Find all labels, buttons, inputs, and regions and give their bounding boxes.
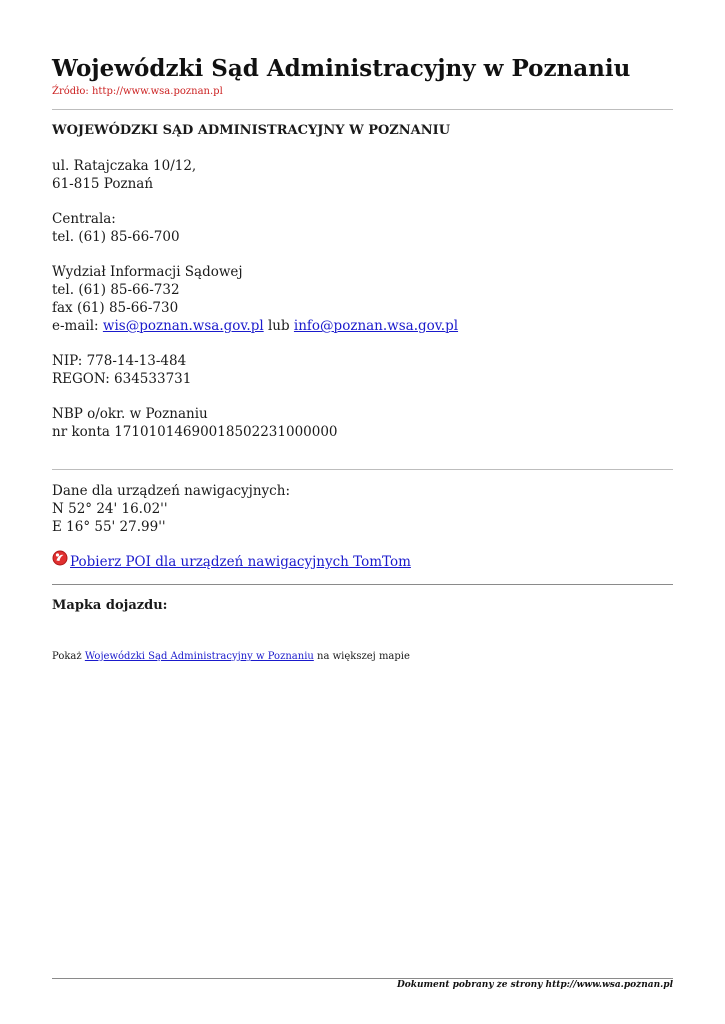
- larger-map-link[interactable]: Wojewódzki Sąd Administracyjny w Poznaniu: [84, 651, 314, 662]
- page-title: Wojewódzki Sąd Administracyjny w Poznaniu: [52, 55, 631, 82]
- source-line: Źródło: http://www.wsa.poznan.pl: [52, 86, 223, 97]
- footer-divider: [52, 978, 673, 979]
- bank-block: [52, 405, 338, 441]
- address-street: ul. Ratajczaka 10/12,: [52, 158, 197, 174]
- footer-note: Dokument pobrany ze strony http://www.wsa.poznan.pl: [396, 980, 673, 990]
- divider: [52, 109, 673, 110]
- email-line: [52, 317, 458, 335]
- department-block: [52, 263, 458, 335]
- divider: [52, 584, 673, 585]
- bank-name: NBP o/okr. w Poznaniu: [52, 406, 208, 422]
- regon-number: REGON: 634533731: [52, 371, 192, 387]
- bank-account: nr konta 17101014690018502231000000: [52, 424, 338, 440]
- address-postal: 61-815 Poznań: [52, 176, 154, 192]
- email-link-wis[interactable]: wis@poznan.wsa.gov.pl: [102, 318, 264, 334]
- department-name: Wydział Informacji Sądowej: [52, 264, 243, 280]
- email-prefix: e-mail:: [52, 318, 99, 334]
- poi-download-link[interactable]: Pobierz POI dla urządzeń nawigacyjnych TomTom: [70, 554, 411, 570]
- divider: [52, 469, 673, 470]
- latitude: N 52° 24' 16.02'': [52, 501, 168, 517]
- map-heading: Mapka dojazdu:: [52, 598, 168, 613]
- department-fax: fax (61) 85-66-730: [52, 300, 179, 316]
- email-link-info[interactable]: info@poznan.wsa.gov.pl: [293, 318, 459, 334]
- pdf-icon: [52, 550, 68, 566]
- department-phone: tel. (61) 85-66-732: [52, 282, 180, 298]
- longitude: E 16° 55' 27.99'': [52, 519, 166, 535]
- poi-download-row: [52, 553, 411, 571]
- navigation-block: [52, 482, 290, 536]
- nip-number: NIP: 778-14-13-484: [52, 353, 187, 369]
- central-block: [52, 210, 180, 246]
- court-heading: WOJEWÓDZKI SĄD ADMINISTRACYJNY W POZNANIU: [52, 123, 451, 138]
- larger-map-line: [52, 650, 410, 664]
- central-phone: tel. (61) 85-66-700: [52, 229, 180, 245]
- central-label: Centrala:: [52, 211, 116, 227]
- navigation-label: Dane dla urządzeń nawigacyjnych:: [52, 483, 290, 499]
- address-block: [52, 157, 196, 193]
- larger-map-prefix: Pokaż: [52, 651, 82, 662]
- email-joiner: lub: [267, 318, 290, 334]
- larger-map-suffix: na większej mapie: [317, 651, 410, 662]
- tax-block: [52, 352, 191, 388]
